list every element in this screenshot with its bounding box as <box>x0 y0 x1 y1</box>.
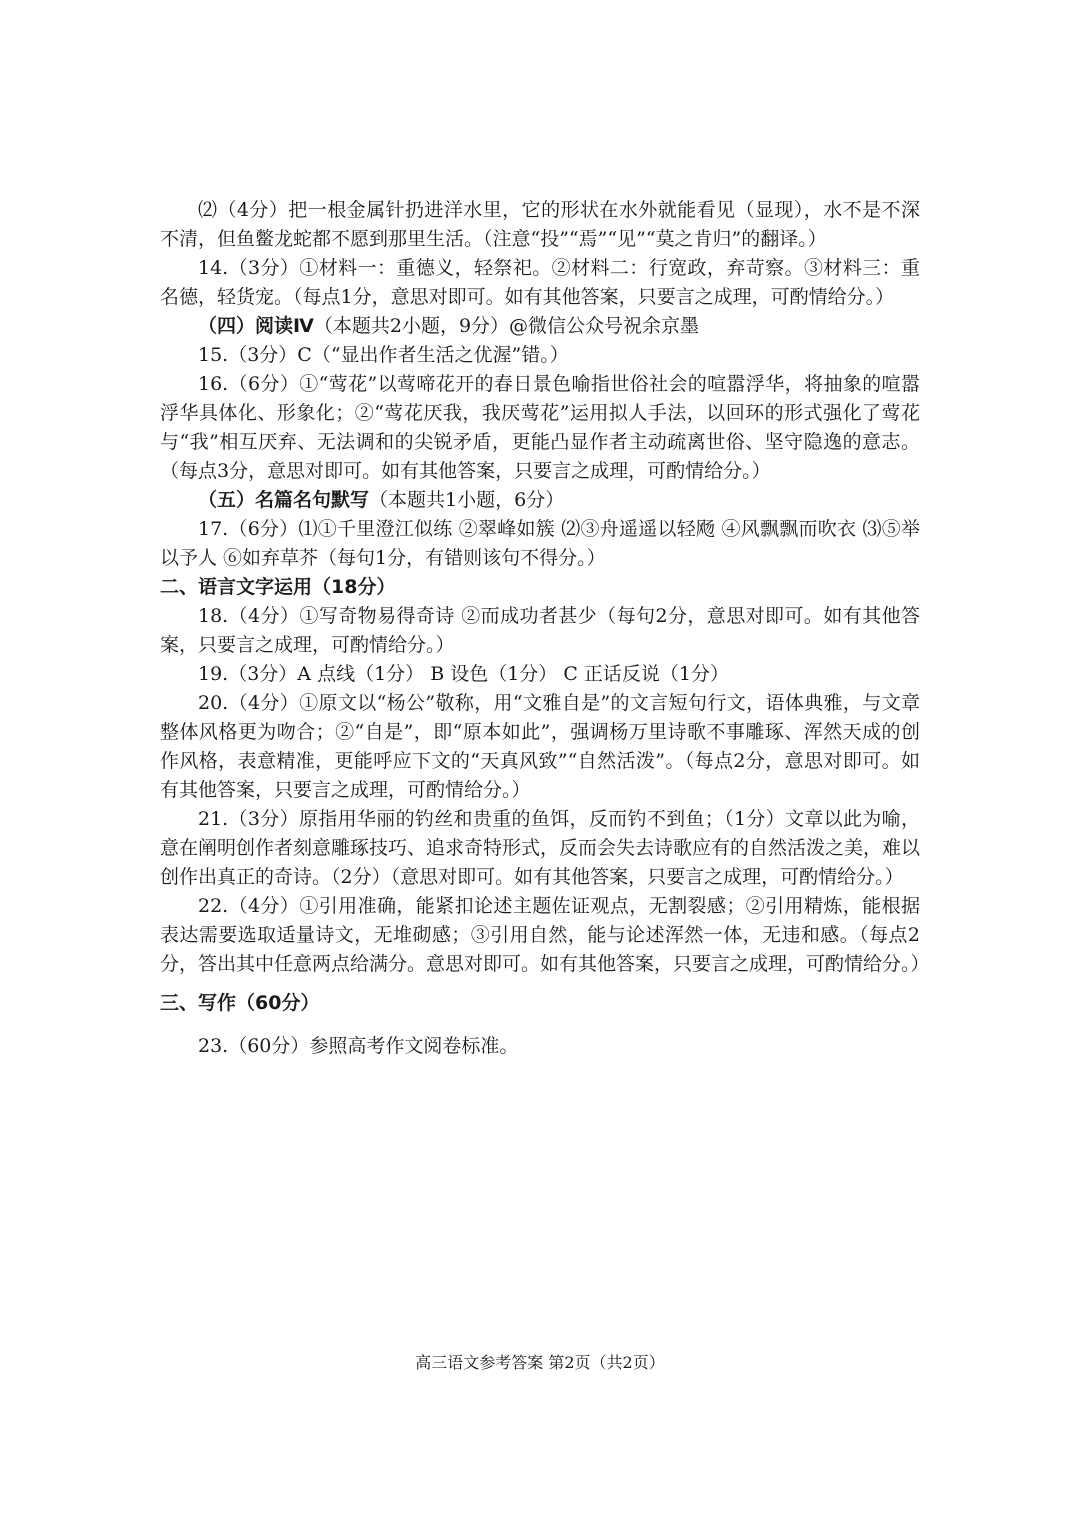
answer-content <box>160 196 930 1061</box>
answer-q18: 18.（4分）①写奇物易得奇诗 ②而成功者甚少（每句2分，意思对即可。如有其他答案，只要言之成理，可酌情给分。） <box>160 605 920 656</box>
page-footer: 高三语文参考答案 第2页（共2页） <box>415 1353 665 1372</box>
answer-q16: 16.（6分）①“莺花”以莺啼花开的春日景色喻指世俗社会的喧嚣浮华，将抽象的喧嚣浮华具体化、形象化；②“莺花厌我，我厌莺花”运用拟人手法，以回环的形式强化了莺花与“我”相互厌弃、无法调和的尖锐矛盾，更能凸显作者主动疏离世俗、坚守隐逸的意志。（每点3分，意思对即可。如有其他答案，只要言之成理，可酌情给分。） <box>160 373 920 482</box>
answer-q13-2: ⑵（4分）把一根金属针扔进洋水里，它的形状在水外就能看见（显现），水不是不深不清，但鱼鳖龙蛇都不愿到那里生活。（注意“投”“焉”“见”“莫之肯归”的翻译。） <box>160 199 920 250</box>
answer-q14: 14.（3分）①材料一：重德义，轻祭祀。②材料二：行宽政，弃苛察。③材料三：重名德，轻货宠。（每点1分，意思对即可。如有其他答案，只要言之成理，可酌情给分。） <box>160 257 920 308</box>
answer-q15: 15.（3分）C（“显出作者生活之优渥”错。） <box>198 344 569 366</box>
part-2-heading: 二、语言文字运用（18分） <box>160 576 396 598</box>
answer-q22: 22.（4分）①引用准确，能紧扣论述主题佐证观点，无割裂感；②引用精炼，能根据表达需要选取适量诗文，无堆砌感；③引用自然，能与论述浑然一体，无违和感。（每点2分，答出其中任意两点给满分。意思对即可。如有其他答案，只要言之成理，可酌情给分。） <box>160 895 930 975</box>
section-5-heading <box>160 486 920 515</box>
section-5-heading-title: （五）名篇名句默写 <box>198 489 370 511</box>
part-3-heading: 三、写作（60分） <box>160 992 320 1014</box>
answer-q19: 19.（3分）A 点线（1分） B 设色（1分） C 正话反说（1分） <box>198 663 729 685</box>
section-4-heading-note: （本题共2小题，9分）@微信公众号祝余京墨 <box>313 315 700 337</box>
answer-q23: 23.（60分）参照高考作文阅卷标准。 <box>198 1035 519 1057</box>
section-4-heading <box>160 312 920 341</box>
section-4-heading-title: （四）阅读Ⅳ <box>198 315 314 337</box>
answer-q20: 20.（4分）①原文以“杨公”敬称，用“文雅自是”的文言短句行文，语体典雅，与文章整体风格更为吻合；②“自是”，即“原本如此”，强调杨万里诗歌不事雕琢、浑然天成的创作风格，表意精准，更能呼应下文的“天真风致”“自然活泼”。（每点2分，意思对即可。如有其他答案，只要言之成理，可酌情给分。） <box>160 692 920 801</box>
section-5-heading-note: （本题共1小题，6分） <box>369 489 565 511</box>
answer-q21: 21.（3分）原指用华丽的钓丝和贵重的鱼饵，反而钓不到鱼；（1分）文章以此为喻，意在阐明创作者刻意雕琢技巧、追求奇特形式，反而会失去诗歌应有的自然活泼之美，难以创作出真正的奇诗。（2分）（意思对即可。如有其他答案，只要言之成理，可酌情给分。） <box>160 808 921 888</box>
answer-q17: 17.（6分）⑴①千里澄江似练 ②翠峰如簇 ⑵③舟遥遥以轻飏 ④风飘飘而吹衣 ⑶⑤举以予人 ⑥如弃草芥（每句1分，有错则该句不得分。） <box>160 518 920 569</box>
